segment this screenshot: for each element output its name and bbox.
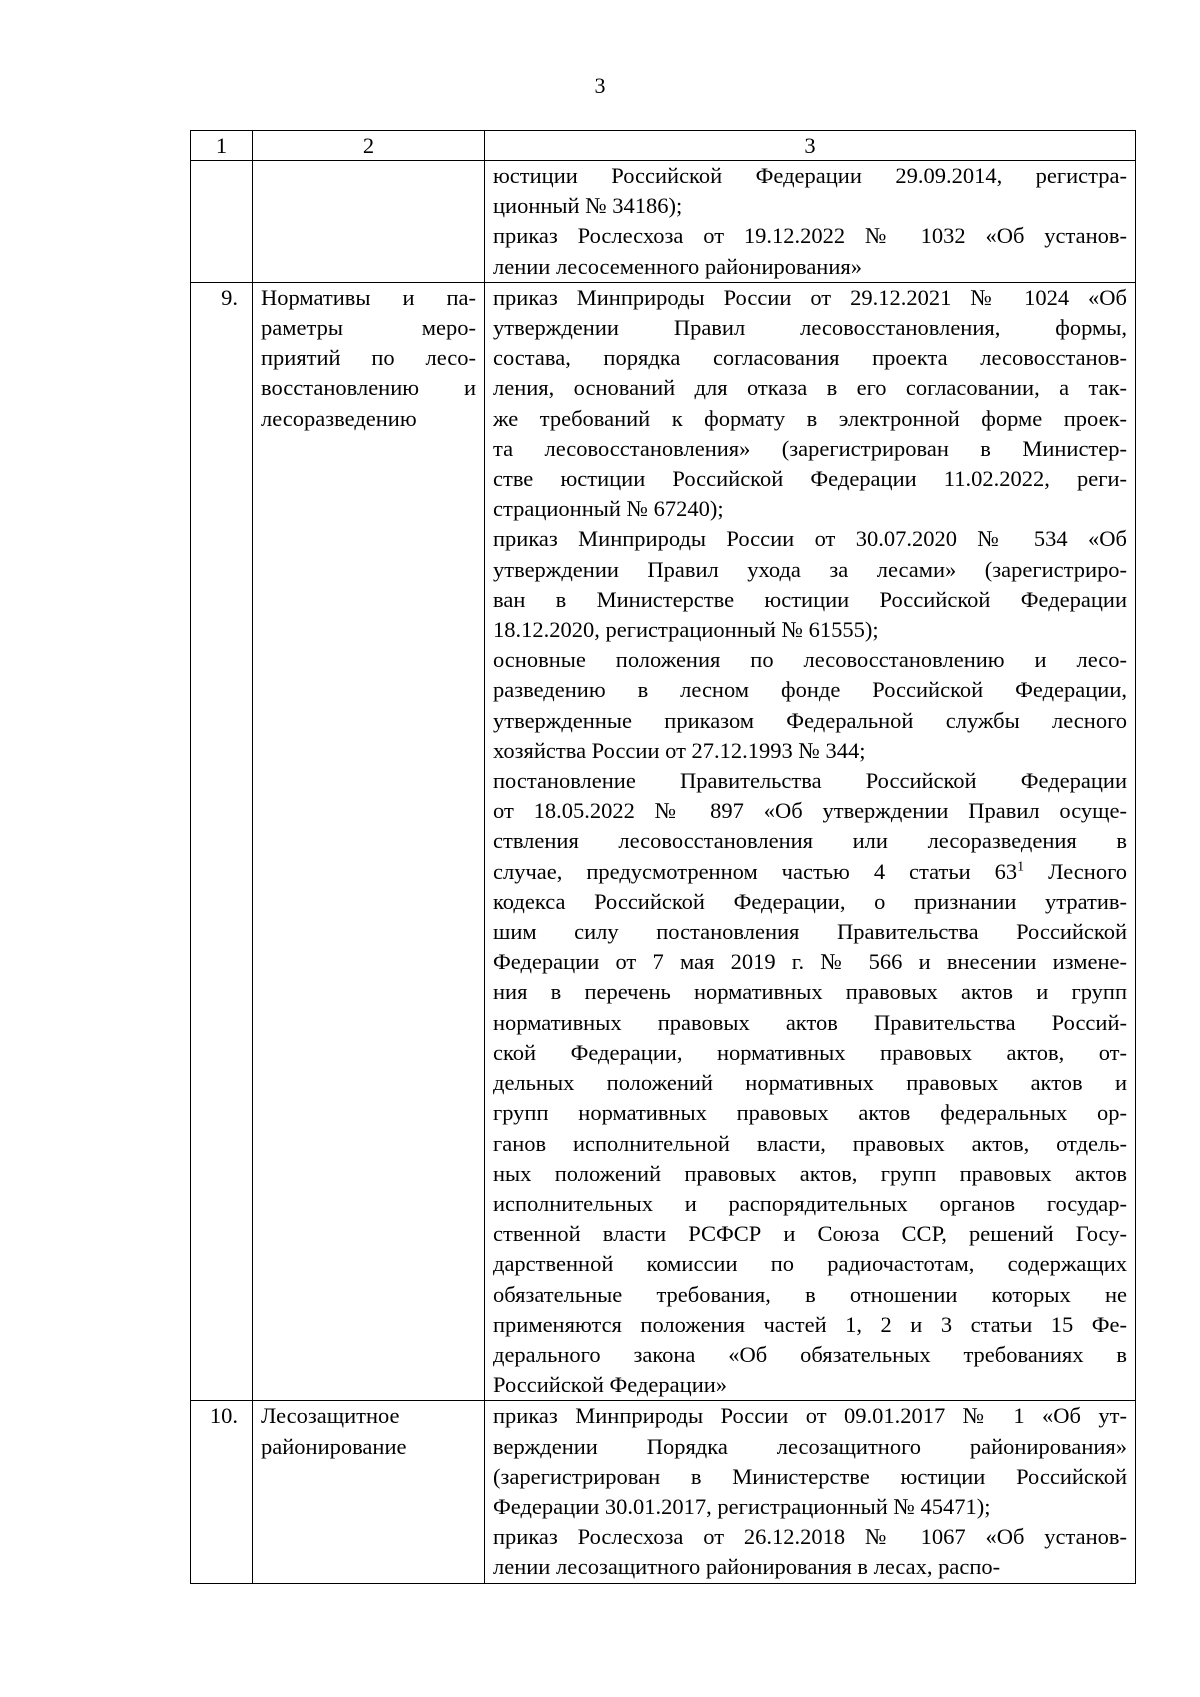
document-line: верждении Порядка лесозащитного районирования»: [493, 1433, 1127, 1459]
header-cell-2: 2: [253, 131, 485, 161]
document-line: лении лесозащитного районирования в лесах, распо-: [493, 1554, 1001, 1580]
document-line: основные положения по лесовосстановлению и лесо-: [493, 647, 1127, 673]
table-row: [191, 1401, 1136, 1583]
document-line: лении лесосеменного районирования»: [493, 253, 862, 279]
document-line: нормативных правовых актов Правительства Россий-: [493, 1009, 1127, 1035]
row-number: 9.: [191, 282, 253, 1401]
document-line: (зарегистрирован в Министерстве юстиции Российской: [493, 1463, 1127, 1489]
document-line: ния в перечень нормативных правовых актов и групп: [493, 979, 1127, 1005]
document-line: ствления лесовосстановления или лесоразведения в: [493, 828, 1127, 854]
document-line: приказ Рослесхоза от 26.12.2018 № 1067 «Об установ-: [493, 1524, 1127, 1550]
document-entry: [493, 524, 1127, 645]
document-line: применяются положения частей 1, 2 и 3 статьи 15 Фе-: [493, 1311, 1127, 1337]
row-title-line: районирование: [261, 1433, 407, 1459]
row-title-line: Нормативы и па-: [261, 284, 476, 310]
document-line: постановление Правительства Российской Федерации: [493, 768, 1127, 794]
document-entry: [493, 766, 1127, 1400]
row-title-line: восстановлению и: [261, 375, 476, 401]
document-line: приказ Минприроды России от 30.07.2020 № 534 «Об: [493, 526, 1127, 552]
document-line: ганов исполнительной власти, правовых актов, отдель-: [493, 1130, 1127, 1156]
document-line: та лесовосстановления» (зарегистрирован в Министер-: [493, 435, 1127, 461]
footnote-mark: 1: [1017, 859, 1025, 875]
row-documents: [485, 161, 1136, 283]
document-line: утвержденные приказом Федеральной службы лесного: [493, 707, 1127, 733]
document-line: приказ Минприроды России от 09.01.2017 № 1 «Об ут-: [493, 1403, 1127, 1429]
document-line: разведению в лесном фонде Российской Федерации,: [493, 677, 1127, 703]
document-line: юстиции Российской Федерации 29.09.2014, регистра-: [493, 163, 1127, 188]
document-line: от 18.05.2022 № 897 «Об утверждении Правил осуще-: [493, 798, 1127, 824]
document-line: хозяйства России от 27.12.1993 № 344;: [493, 737, 866, 763]
row-documents: [485, 1401, 1136, 1583]
document-line: же требований к формату в электронной форме проек-: [493, 405, 1127, 431]
table-row: [191, 161, 1136, 283]
document-line: шим силу постановления Правительства Российской: [493, 919, 1127, 945]
document-line: дельных положений нормативных правовых актов и: [493, 1070, 1127, 1096]
row-title: [253, 282, 485, 1401]
document-entry: [493, 1401, 1127, 1522]
document-entry: [493, 161, 1127, 221]
row-title-line: раметры меро-: [261, 315, 476, 341]
regulations-table: [190, 130, 1136, 1584]
row-title-line: лесоразведению: [261, 405, 417, 431]
row-documents: [485, 282, 1136, 1401]
document-line: Российской Федерации»: [493, 1372, 728, 1398]
document-line: приказ Рослесхоза от 19.12.2022 № 1032 «Об установ-: [493, 223, 1127, 249]
document-line: ской Федерации, нормативных правовых актов, от-: [493, 1039, 1127, 1065]
document-line: утверждении Правил лесовосстановления, формы,: [493, 315, 1127, 341]
document-line: обязательные требования, в отношении которых не: [493, 1281, 1127, 1307]
document-line: ления, оснований для отказа в его согласовании, а так-: [493, 375, 1127, 401]
document-line: приказ Минприроды России от 29.12.2021 № 1024 «Об: [493, 284, 1127, 310]
row-title: [253, 161, 485, 283]
row-title-line: Лесозащитное: [261, 1403, 400, 1429]
header-cell-3: 3: [485, 131, 1136, 161]
document-line: Федерации от 7 мая 2019 г. № 566 и внесении измене-: [493, 949, 1127, 975]
row-title-line: приятий по лесо-: [261, 345, 476, 371]
document-entry: [493, 1522, 1127, 1582]
row-title: [253, 1401, 485, 1583]
row-number: 10.: [191, 1401, 253, 1583]
page-number: 3: [594, 73, 606, 98]
document-line: страционный № 67240);: [493, 496, 724, 522]
document-line: ственной власти РСФСР и Союза ССР, решений Госу-: [493, 1221, 1127, 1247]
document-entry: [493, 645, 1127, 766]
document-line: дерального закона «Об обязательных требованиях в: [493, 1341, 1127, 1367]
document-line: групп нормативных правовых актов федеральных ор-: [493, 1100, 1127, 1126]
row-number: [191, 161, 253, 283]
document-entry: [493, 221, 1127, 281]
document-line: ных положений правовых актов, групп правовых актов: [493, 1160, 1127, 1186]
table-row: [191, 282, 1136, 1401]
document-entry: [493, 283, 1127, 525]
document-line: исполнительных и распорядительных органов государ-: [493, 1190, 1127, 1216]
document-line: Федерации 30.01.2017, регистрационный № 45471);: [493, 1493, 991, 1519]
document-line: дарственной комиссии по радиочастотам, содержащих: [493, 1251, 1127, 1277]
document-line: случае, предусмотренном частью 4 статьи 63$^1$ Лесного: [493, 858, 1127, 884]
document-line: кодекса Российской Федерации, о признании утратив-: [493, 888, 1127, 914]
document-line: утверждении Правил ухода за лесами» (зарегистриро-: [493, 556, 1127, 582]
document-line: ван в Министерстве юстиции Российской Федерации: [493, 586, 1127, 612]
document-line: состава, порядка согласования проекта лесовосстанов-: [493, 345, 1127, 371]
header-cell-1: 1: [191, 131, 253, 161]
document-line: 18.12.2020, регистрационный № 61555);: [493, 617, 879, 643]
document-line: стве юстиции Российской Федерации 11.02.2022, реги-: [493, 466, 1127, 492]
document-line: ционный № 34186);: [493, 193, 683, 219]
table-header-row: [191, 131, 1136, 161]
